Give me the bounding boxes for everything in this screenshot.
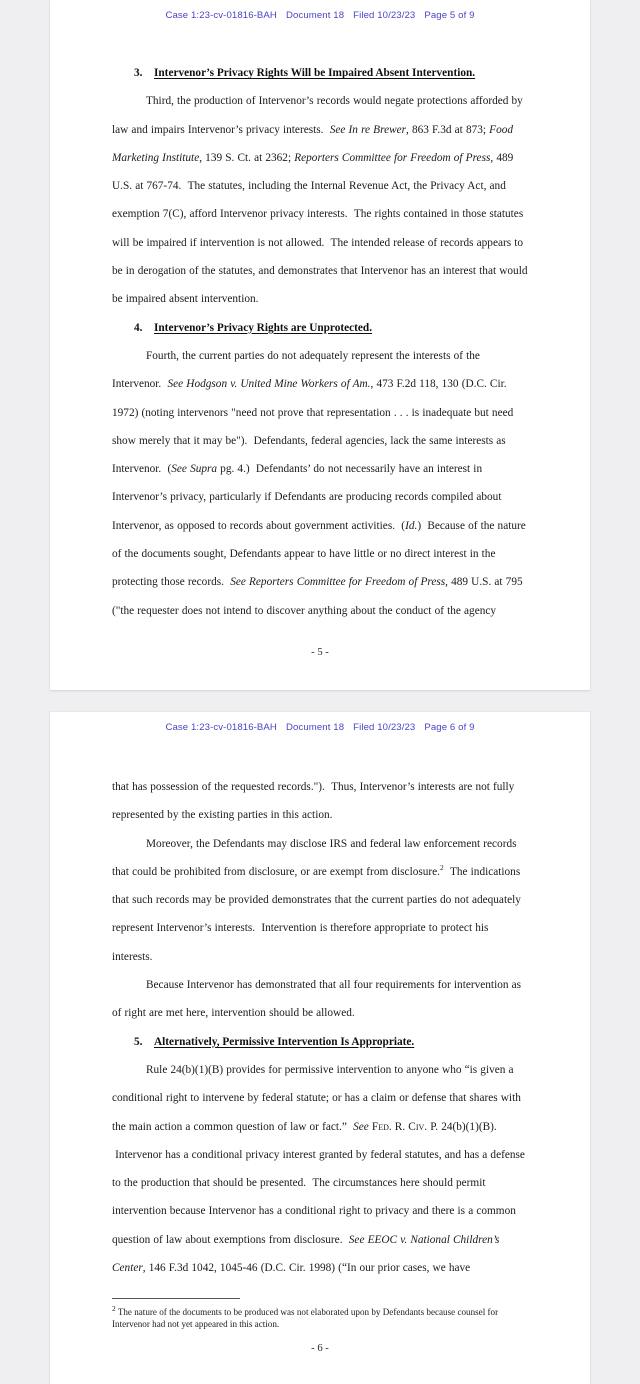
paragraph-rule-24b1b: Rule 24(b)(1)(B) provides for permissive intervention to anyone who “is given a conditional right to intervene by federal statute; or has a claim or defense that shares with the main action a common question of law or fact.” See Fed. R. Civ. P. 24(b)(1)(B). Intervenor has a conditional privacy interest granted by federal statutes, and has a defense to the production that should be presented. The circumstances here should permit intervention because Intervenor has a conditional right to privacy and there is a common question of law about exemptions from disclosure. See EEOC v. National Children’s Center, 146 F.3d 1042, 1045-46 (D.C. Cir. 1998) (“In our prior cases, we have <box>112 1063 525 1275</box>
ecf-stamp-header-page6 <box>50 712 590 733</box>
section-heading-4 <box>112 314 528 342</box>
page-separator <box>0 690 640 712</box>
ecf-case-number: Case 1:23-cv-01816-BAH <box>165 722 277 733</box>
ecf-case-number: Case 1:23-cv-01816-BAH <box>165 10 277 21</box>
paragraph-because-demonstrated: Because Intervenor has demonstrated that all four requirements for intervention as of right are met here, intervention should be allowed. <box>112 979 522 1020</box>
section-title-3: Intervenor’s Privacy Rights Will be Impaired Absent Intervention. <box>154 67 476 79</box>
ecf-document-number: Document 18 <box>285 722 345 733</box>
footnote-marker-2: 2 <box>112 1303 116 1313</box>
page-number-5: - 5 - <box>311 646 329 658</box>
section-number-4: 4. <box>134 321 143 334</box>
document-page-6 <box>50 712 590 1384</box>
paragraph-possession-records: that has possession of the requested records."). Thus, Intervenor’s interests are not fully represented by the existing parties in this action. <box>112 781 515 822</box>
section-number-5: 5. <box>134 1035 143 1048</box>
page6-body <box>50 733 590 1282</box>
section-heading-5 <box>112 1028 528 1056</box>
footnote-divider <box>112 1298 240 1299</box>
document-page-5 <box>50 0 590 690</box>
section-number-3: 3. <box>134 67 143 79</box>
paragraph-fourth-representation: Fourth, the current parties do not adequately represent the interests of the Intervenor. See Hodgson v. United Mine Workers of Am., 473 F.2d 118, 130 (D.C. Cir. 1972) (noting intervenors "need not prove that representation . . . is inadequate but need show merely that it may be"). Defendants, federal agencies, lack the same interests as Intervenor. (See Supra pg. 4.) Defendants’ do not necessarily have an interest in Intervenor’s privacy, particularly if Defendants are producing records compiled about Intervenor, as opposed to records about government activities. (Id.) Because of the nature of the documents sought, Defendants appear to have little or no direct interest in the protecting those records. See Reporters Committee for Freedom of Press, 489 U.S. at 795 ("the requester does not intend to discover anything about the conduct of the agency <box>112 349 526 617</box>
section-heading-3 <box>112 59 528 87</box>
ecf-document-number: Document 18 <box>285 10 345 21</box>
ecf-stamp-header-page5 <box>50 0 590 21</box>
page-number-6: - 6 - <box>311 1343 329 1354</box>
ecf-filed-date: Filed 10/23/23 <box>353 10 416 21</box>
footnote-area <box>112 1298 528 1354</box>
section-title-5: Alternatively, Permissive Intervention Is Appropriate. <box>154 1035 415 1048</box>
footnote-reference-2[interactable]: 2 <box>440 863 444 873</box>
footnote-2-text: The nature of the documents to be produced was not elaborated upon by Defendants because counsel for Intervenor had not yet appeared in this action. <box>112 1306 499 1330</box>
paragraph-third-production: Third, the production of Intervenor’s records would negate protections afforded by law and impairs Intervenor’s privacy interests. See In re Brewer, 863 F.3d at 873; Food Marketing Institute, 139 S. Ct. at 2362; Reporters Committee for Freedom of Press, 489 U.S. at 767-74. The statutes, including the Internal Revenue Act, the Privacy Act, and exemption 7(C), afford Intervenor privacy interests. The rights contained in those statutes will be impaired if intervention is not allowed. The intended release of records appears to be in derogation of the statutes, and demonstrates that Intervenor has an interest that would be impaired absent intervention. <box>112 95 528 306</box>
ecf-page-label: Page 5 of 9 <box>424 10 475 21</box>
section-title-4: Intervenor’s Privacy Rights are Unprotected. <box>154 321 373 334</box>
ecf-page-label: Page 6 of 9 <box>424 722 475 733</box>
footnote-2 <box>112 1303 528 1331</box>
ecf-filed-date: Filed 10/23/23 <box>353 722 416 733</box>
page5-body <box>50 21 590 658</box>
paragraph-moreover-disclose: Moreover, the Defendants may disclose IRS and federal law enforcement records that could be prohibited from disclosure, or are exempt from disclosure.$^2$ The indications that such records may be provided demonstrates that the current parties do not adequately represent Intervenor’s interests. Intervention is therefore appropriate to protect his interests. <box>112 837 521 963</box>
